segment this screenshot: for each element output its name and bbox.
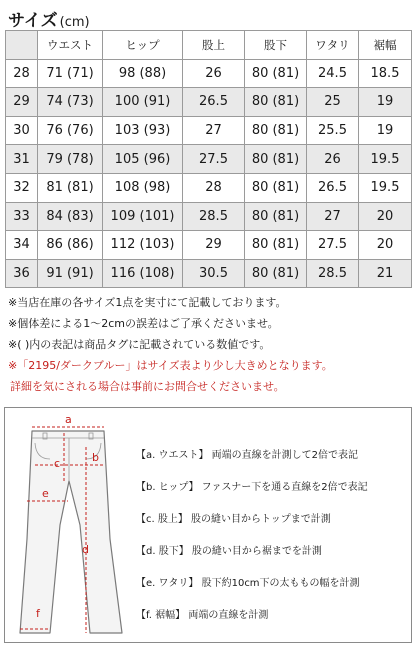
table-cell: 25.5 bbox=[307, 116, 359, 145]
table-cell: 19 bbox=[359, 88, 412, 117]
table-cell: 27 bbox=[307, 202, 359, 231]
table-cell: 24.5 bbox=[307, 59, 359, 88]
table-cell: 86 (86) bbox=[38, 231, 103, 260]
table-cell: 81 (81) bbox=[38, 173, 103, 202]
note-tolerance: ※個体差による1〜2cmの誤差はご了承くださいませ。 bbox=[8, 317, 279, 330]
table-cell: 25 bbox=[307, 88, 359, 117]
table-cell: 26.5 bbox=[307, 173, 359, 202]
table-cell: 84 (83) bbox=[38, 202, 103, 231]
table-cell: 71 (71) bbox=[38, 59, 103, 88]
note-stock-measure: ※当店在庫の各サイズ1点を実寸にて記載しております。 bbox=[8, 296, 287, 309]
table-cell: 80 (81) bbox=[245, 88, 307, 117]
legend-inseam: 【d. 股下】 股の縫い目から裾までを計測 bbox=[136, 546, 322, 557]
table-cell: 76 (76) bbox=[38, 116, 103, 145]
legend-thigh: 【e. ワタリ】 股下約10cm下の太ももの幅を計測 bbox=[136, 578, 360, 589]
table-cell: 98 (88) bbox=[103, 59, 183, 88]
table-cell: 20 bbox=[359, 231, 412, 260]
table-cell: 20 bbox=[359, 202, 412, 231]
size-cell: 34 bbox=[6, 231, 38, 260]
table-row bbox=[6, 59, 412, 88]
label-f: f bbox=[36, 607, 40, 620]
size-cell: 31 bbox=[6, 145, 38, 174]
jeans-outline bbox=[20, 431, 122, 633]
table-row bbox=[6, 116, 412, 145]
size-cell: 33 bbox=[6, 202, 38, 231]
header-cell: 股下 bbox=[245, 31, 307, 60]
size-table bbox=[5, 30, 412, 288]
table-cell: 26 bbox=[183, 59, 245, 88]
table-cell: 80 (81) bbox=[245, 231, 307, 260]
table-cell: 116 (108) bbox=[103, 259, 183, 288]
note-contact-warning: 詳細を気にされる場合は事前にお問合せくださいませ。 bbox=[10, 380, 285, 393]
table-cell: 27 bbox=[183, 116, 245, 145]
table-cell: 80 (81) bbox=[245, 59, 307, 88]
header-cell: 裾幅 bbox=[359, 31, 412, 60]
table-cell: 26 bbox=[307, 145, 359, 174]
label-d: d bbox=[82, 543, 89, 556]
table-cell: 108 (98) bbox=[103, 173, 183, 202]
table-cell: 91 (91) bbox=[38, 259, 103, 288]
notes-section bbox=[8, 292, 412, 397]
size-cell: 29 bbox=[6, 88, 38, 117]
table-cell: 74 (73) bbox=[38, 88, 103, 117]
label-b: b bbox=[92, 451, 99, 464]
legend-hip: 【b. ヒップ】 ファスナー下を通る直線を2倍で表記 bbox=[136, 482, 368, 493]
table-cell: 28 bbox=[183, 173, 245, 202]
size-cell: 30 bbox=[6, 116, 38, 145]
jeans-diagram bbox=[0, 407, 136, 643]
table-cell: 100 (91) bbox=[103, 88, 183, 117]
table-cell: 112 (103) bbox=[103, 231, 183, 260]
table-cell: 30.5 bbox=[183, 259, 245, 288]
table-cell: 109 (101) bbox=[103, 202, 183, 231]
unit-label: (cm) bbox=[59, 15, 90, 30]
table-cell: 28.5 bbox=[307, 259, 359, 288]
header-cell: ウエスト bbox=[38, 31, 103, 60]
table-cell: 105 (96) bbox=[103, 145, 183, 174]
table-cell: 80 (81) bbox=[245, 145, 307, 174]
table-row bbox=[6, 145, 412, 174]
table-cell: 18.5 bbox=[359, 59, 412, 88]
note-tag-values: ※( )内の表記は商品タグに記載されている数値です。 bbox=[8, 338, 271, 351]
legend-waist: 【a. ウエスト】 両端の直線を計測して2倍で表記 bbox=[136, 450, 359, 461]
header-cell bbox=[6, 31, 38, 60]
size-cell: 36 bbox=[6, 259, 38, 288]
table-cell: 80 (81) bbox=[245, 173, 307, 202]
table-cell: 19.5 bbox=[359, 145, 412, 174]
table-row bbox=[6, 173, 412, 202]
table-cell: 28.5 bbox=[183, 202, 245, 231]
header-cell: 股上 bbox=[183, 31, 245, 60]
header-cell: ヒップ bbox=[103, 31, 183, 60]
table-cell: 19 bbox=[359, 116, 412, 145]
table-row bbox=[6, 202, 412, 231]
header-cell: ワタリ bbox=[307, 31, 359, 60]
table-cell: 19.5 bbox=[359, 173, 412, 202]
size-cell: 28 bbox=[6, 59, 38, 88]
table-cell: 80 (81) bbox=[245, 259, 307, 288]
label-e: e bbox=[42, 487, 49, 500]
table-cell: 27.5 bbox=[307, 231, 359, 260]
note-color-warning: ※「2195/ダークブルー」はサイズ表より少し大きめとなります。 bbox=[8, 359, 333, 372]
table-cell: 27.5 bbox=[183, 145, 245, 174]
legend-rise: 【c. 股上】 股の縫い目からトップまで計測 bbox=[136, 514, 331, 525]
table-row bbox=[6, 259, 412, 288]
label-a: a bbox=[65, 413, 72, 426]
table-header-row bbox=[6, 31, 412, 60]
table-cell: 26.5 bbox=[183, 88, 245, 117]
table-row bbox=[6, 88, 412, 117]
label-c: c bbox=[54, 457, 61, 470]
table-cell: 80 (81) bbox=[245, 116, 307, 145]
table-row bbox=[6, 231, 412, 260]
table-cell: 29 bbox=[183, 231, 245, 260]
table-cell: 21 bbox=[359, 259, 412, 288]
table-cell: 80 (81) bbox=[245, 202, 307, 231]
table-cell: 103 (93) bbox=[103, 116, 183, 145]
title-text: サイズ bbox=[8, 11, 58, 31]
size-cell: 32 bbox=[6, 173, 38, 202]
size-chart-title bbox=[8, 6, 90, 30]
legend-hem: 【f. 裾幅】 両端の直線を計測 bbox=[136, 610, 269, 621]
table-cell: 79 (78) bbox=[38, 145, 103, 174]
